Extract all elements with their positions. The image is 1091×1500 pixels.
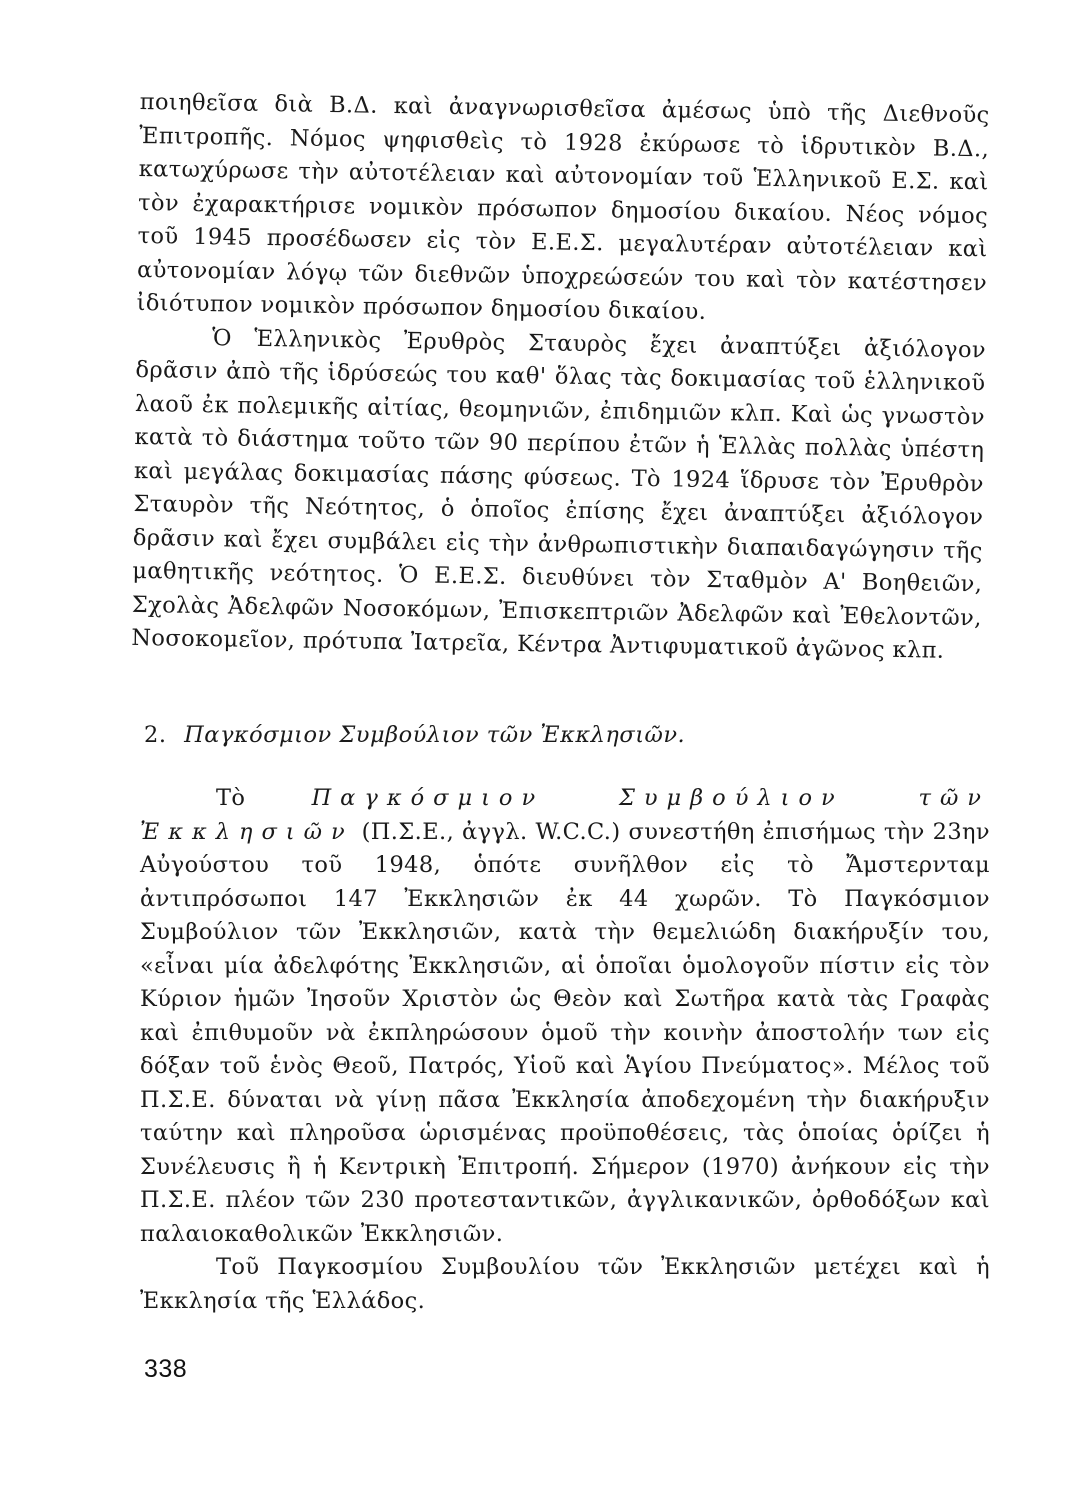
spaced-emphasis-title: Παγκόσμιον Συμβούλιον τῶν Ἐκκλησιῶν <box>140 785 990 845</box>
page-number: 338 <box>144 1355 188 1383</box>
paragraph-red-cross-activity: Ὁ Ἑλληνικὸς Ἐρυθρὸς Σταυρὸς ἔχει ἀναπτύξει ἀξιόλογον δρᾶσιν ἀπὸ τῆς ἱδρύσεώς του καθ' ὅλας τὰς δοκιμασίας τοῦ ἑλληνικοῦ λαοῦ ἐκ πολεμικῆς αἰτίας, θεομηνιῶν, ἐπιδημιῶν κλπ. Καὶ ὡς γνωστὸν κατὰ τὸ διάστημα τοῦτο τῶν 90 περίπου ἐτῶν ἡ Ἑλλὰς πολλὰς ὑπέστη καὶ μεγάλας δοκιμασίας πάσης φύσεως. Τὸ 1924 ἵδρυσε τὸν Ἐρυθρὸν Σταυρὸν τῆς Νεότητος, ὁ ὁποῖος ἐπίσης ἔχει ἀναπτύξει ἀξιόλογον δρᾶσιν καὶ ἔχει συμβάλει εἰς τὴν ἀνθρωπιστικὴν διαπαιδαγώγησιν τῆς μαθητικῆς νεότητος. Ὁ Ε.Ε.Σ. διευθύνει τὸν Σταθμὸν Α' Βοηθειῶν, Σχολὰς Ἀδελφῶν Νοσοκόμων, Ἐπισκεπτριῶν Ἀδελφῶν καὶ Ἐθελοντῶν, Νοσοκομεῖον, πρότυπα Ἰατρεῖα, Κέντρα Ἀντιφυματικοῦ ἀγῶνος κλπ. <box>131 324 987 664</box>
wcc-section-body <box>140 782 990 1318</box>
paragraph-wcc-founding <box>140 782 990 1251</box>
section-title: Παγκόσμιον Συμβούλιον τῶν Ἐκκλησιῶν. <box>184 722 686 748</box>
paragraph-wcc-founding-rest: (Π.Σ.Ε., ἀγγλ. W.C.C.) συνεστήθη ἐπισήμως τὴν 23ην Αὐγούστου τοῦ 1948, ὁπότε συνῆλθον εἰς τὸ Ἄμστερνταμ ἀντιπρόσωποι 147 Ἐκκλησιῶν ἐκ 44 χωρῶν. Τὸ Παγκόσμιον Συμβούλιον τῶν Ἐκκλησιῶν, κατὰ τὴν θεμελιώδη διακήρυξίν του, «εἶναι μία ἀδελφότης Ἐκκλησιῶν, αἱ ὁποῖαι ὁμολογοῦν πίστιν εἰς τὸν Κύριον ἡμῶν Ἰησοῦν Χριστὸν ὡς Θεὸν καὶ Σωτῆρα κατὰ τὰς Γραφὰς καὶ ἐπιθυμοῦν νὰ ἐκπληρώσουν ὁμοῦ τὴν κοινὴν ἀποστολήν των εἰς δόξαν τοῦ ἑνὸς Θεοῦ, Πατρός, Υἱοῦ καὶ Ἁγίου Πνεύματος». Μέλος τοῦ Π.Σ.Ε. δύναται νὰ γίνῃ πᾶσα Ἐκκλησία ἀποδεχομένη τὴν διακήρυξιν ταύτην καὶ πληροῦσα ὡρισμένας προϋποθέσεις, τὰς ὁποίας ὁρίζει ἡ Συνέλευσις ἢ ἡ Κεντρικὴ Ἐπιτροπή. Σήμερον (1970) ἀνήκουν εἰς τὴν Π.Σ.Ε. πλέον τῶν 230 προτεσταντικῶν, ἀγγλικανικῶν, ὀρθοδόξων καὶ παλαιοκαθολικῶν Ἐκκλησιῶν. <box>140 818 990 1247</box>
top-section <box>131 86 990 669</box>
paragraph-lead-word: Τὸ <box>216 785 246 811</box>
section-number: 2. <box>144 722 167 748</box>
paragraph-church-of-greece: Τοῦ Παγκοσμίου Συμβουλίου τῶν Ἐκκλησιῶν μετέχει καὶ ἡ Ἐκκλησία τῆς Ἑλλάδος. <box>140 1254 990 1314</box>
paragraph-red-cross-legal-status: ποιηθεῖσα διὰ Β.Δ. καὶ ἀναγνωρισθεῖσα ἀμέσως ὑπὸ τῆς Διεθνοῦς Ἐπιτροπῆς. Νόμος ψηφισθεὶς τὸ 1928 ἐκύρωσε τὸ ἱδρυτικὸν Β.Δ., κατωχύρωσε τὴν αὐτοτέλειαν καὶ αὐτονομίαν τοῦ Ἑλληνικοῦ Ε.Σ. καὶ τὸν ἐχαρακτήρισε νομικὸν πρόσωπον δημοσίου δικαίου. Νέος νόμος τοῦ 1945 προσέδωσεν εἰς τὸν Ε.Ε.Σ. μεγαλυτέραν αὐτοτέλειαν καὶ αὐτονομίαν λόγῳ τῶν διεθνῶν ὑποχρεώσεών του καὶ τὸν κατέστησεν ἰδιότυπον νομικὸν πρόσωπον δημοσίου δικαίου. <box>136 88 990 325</box>
section-heading <box>144 722 964 748</box>
